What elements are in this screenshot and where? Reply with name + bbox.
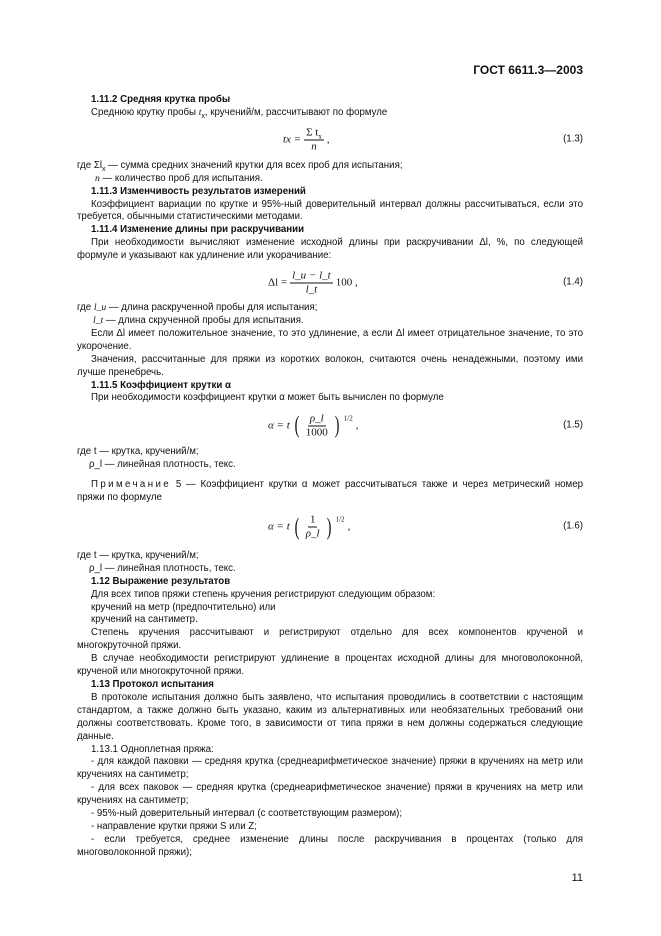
paragraph: Для всех типов пряжи степень кручения регистрируют следующим образом: [91,588,436,600]
var: n [95,172,100,184]
list-item: - для каждой паковки — средняя крутка (среднеарифметическое значение) пряжи в кручениях на метр или кручениях на сантиметр; [77,756,583,781]
formula-lhs: tx = [283,133,302,146]
note-label: Примечание [91,479,172,491]
paragraph [77,107,583,120]
formula-lhs: α = t [268,520,290,533]
paragraph: Значения, рассчитанные для пряжи из коротких волокон, считаются очень ненадежными, поэтому ими лучше пренебречь. [77,353,583,378]
list-item: - направление крутки пряжи S или Z; [91,820,257,832]
section-heading-1-11-2: 1.11.2 Средняя крутка пробы [91,94,231,105]
where-line: ρ_l — линейная плотность, текс. [89,562,236,574]
sub: x [201,112,205,120]
page-number: 11 [571,871,583,884]
section-heading-1-12: 1.12 Выражение результатов [91,575,231,587]
list-item: - для всех паковок — средняя крутка (среднеарифметическое значение) пряжи в кручениях на метр или кручениях на сантиметр; [77,782,583,807]
text: Среднюю крутку пробы [91,106,199,118]
formula-1-5 [268,412,358,439]
page-body [77,94,583,885]
where-line: где t — крутка, кручений/м; [77,446,199,458]
denominator: ρ_l [305,527,320,540]
fraction [290,269,333,296]
where-line: где t — крутка, кручений/м; [77,549,199,561]
paren-close: ) [326,514,332,541]
formula-tail: 100 , [335,276,358,289]
numerator: ρ_l [309,412,324,425]
formula-tail: , [347,520,351,533]
section-heading-1-11-4: 1.11.4 Изменение длины при раскручивании [91,224,305,236]
formula-row-1-5 [77,405,583,446]
where-line [77,160,583,173]
paragraph: Коэффициент вариации по крутке и 95%-ный доверительный интервал должны рассчитываться, если это требуется, обычными статистическими методами. [77,198,583,223]
formula-1-4 [268,269,358,296]
section-heading-1-11-5: 1.11.5 Коэффициент крутки α [91,379,231,391]
text: , кручений/м, рассчитывают по формуле [204,106,388,118]
paragraph: При необходимости коэффициент крутки α может быть вычислен по формуле [91,392,444,404]
exponent: 1/2 [335,515,345,524]
text: — длина раскрученной пробы для испытания; [106,302,318,314]
formula-1-6 [268,514,350,541]
paragraph: 1.13.1 Одноплетная пряжа: [91,743,214,755]
var: t [198,106,202,118]
text: где [77,302,94,314]
formula-lhs: Δl = [268,276,288,289]
paragraph: кручений на сантиметр. [91,614,198,626]
formula-row-1-3 [77,120,583,160]
sub: x [101,165,106,173]
sub: x [318,132,322,141]
formula-number: (1.6) [563,520,583,532]
paragraph: В протоколе испытания должно быть заявлено, что испытания проводились в соответствии с настоящим стандартом, а также должно быть указано, каким из альтернативных или необязательных требований они должны соответствовать. Кроме того, в зависимости от типа пряжи в нем должны содержаться следующие данные. [77,691,583,742]
denominator: l_t [305,283,318,296]
fraction [304,412,330,439]
paren-open: ( [294,412,300,439]
text: — сумма средних значений крутки для всех проб для испытания; [105,159,403,171]
document-header: ГОСТ 6611.3—2003 [473,63,583,77]
where-line: ρ_l — линейная плотность, текс. [89,459,236,471]
var: l_t [93,314,104,326]
list-item: - 95%-ный доверительный интервал (с соответствующим размером); [91,808,403,820]
where-line [77,173,583,186]
denominator: n [311,140,317,153]
formula-row-1-4 [77,263,583,302]
numerator: Σ t [306,126,319,139]
formula-number: (1.5) [563,419,583,431]
section-heading-1-11-3: 1.11.3 Изменчивость результатов измерений [91,185,306,197]
numerator: 1 [309,513,316,526]
paragraph: При необходимости вычисляют изменение исходной длины при раскручивании Δl, %, по следующей формуле и указывают как удлинение или укорачивание: [77,237,583,262]
paren-close: ) [334,412,340,439]
text: — количество проб для испытания. [99,172,263,184]
numerator: l_u − l_t [292,269,331,282]
exponent: 1/2 [343,414,353,423]
formula-row-1-6 [77,505,583,550]
fraction [304,514,322,541]
note-text: 5 — Коэффициент крутки α может рассчитываться также и через метрический номер пряжи по формуле [77,479,583,504]
paragraph: Степень кручения рассчитывают и регистрируют отдельно для всех компонентов крученой и многокруточной пряжи. [77,627,583,652]
formula-1-3 [283,126,330,153]
formula-number: (1.3) [563,133,583,145]
formula-tail: , [326,133,330,146]
list-item: - если требуется, среднее изменение длины после раскручивания в процентах (только для многоволоконной пряжи); [77,833,583,858]
paren-open: ( [294,514,300,541]
paragraph: В случае необходимости регистрируют удлинение в процентах исходной длины для многоволоконной, крученой или многокруточной пряжи. [77,653,583,678]
var: l_u [93,302,107,314]
section-heading-1-13: 1.13 Протокол испытания [91,679,214,690]
paragraph: Если Δl имеет положительное значение, то это удлинение, а если Δl имеет отрицательное значение, то это укорочение. [77,327,583,352]
fraction [304,126,324,153]
paragraph: кручений на метр (предпочтительно) или [91,601,276,613]
formula-tail: , [355,419,359,432]
text: где Σl [77,159,102,171]
formula-number: (1.4) [563,276,583,288]
note [77,479,583,505]
text: — длина скрученной пробы для испытания. [103,314,304,326]
denominator: 1000 [305,426,328,439]
where-line [77,315,583,328]
where-line [77,302,583,315]
formula-lhs: α = t [268,419,290,432]
